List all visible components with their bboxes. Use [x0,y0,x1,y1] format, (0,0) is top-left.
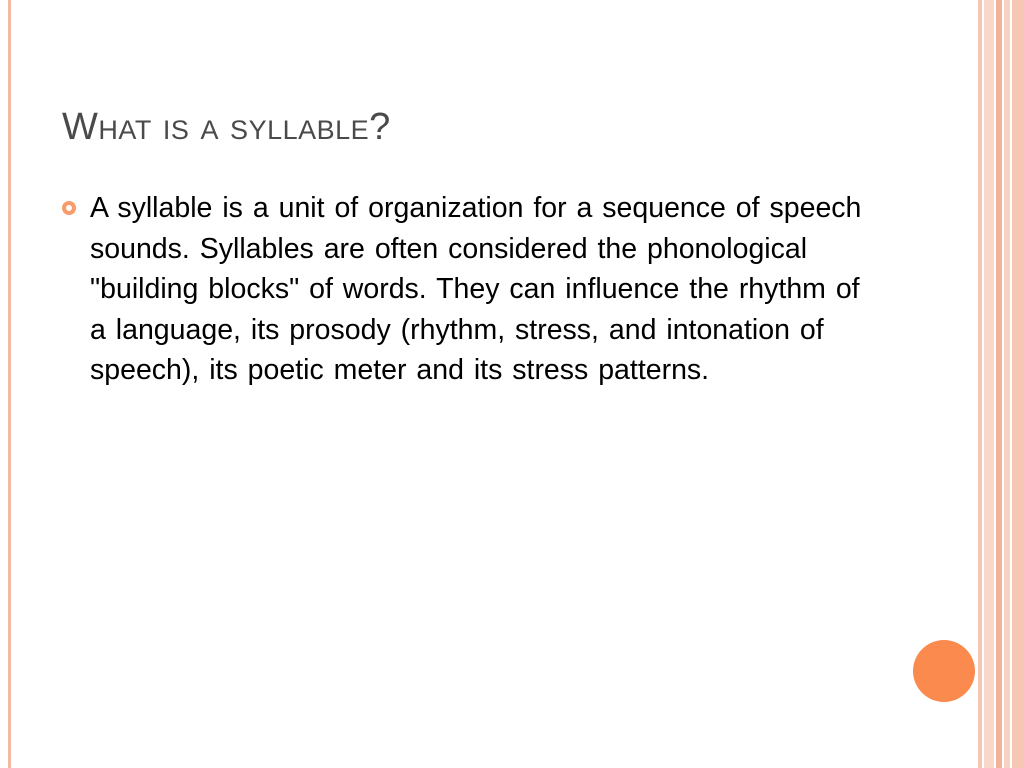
right-decorative-stripe [996,0,1002,768]
right-decorative-stripe [1004,0,1010,768]
right-decorative-stripe [1012,0,1024,768]
right-decorative-stripe [984,0,994,768]
hollow-circle-bullet-icon [62,201,76,215]
bullet-text: A syllable is a unit of organization for a sequence of speech sounds. Syllables are often considered the phonological "building blocks" of words. They can influence the rhythm of a language, its prosody (rhythm, stress, and intonation of speech), its poetic meter and its stress patterns. [90,192,862,386]
left-border-line [8,0,11,768]
orange-circle-decoration [913,640,975,702]
slide-title: What is a syllable? [62,106,391,148]
right-decorative-stripe [978,0,982,768]
slide-content [62,188,882,391]
bullet-item [62,188,882,391]
